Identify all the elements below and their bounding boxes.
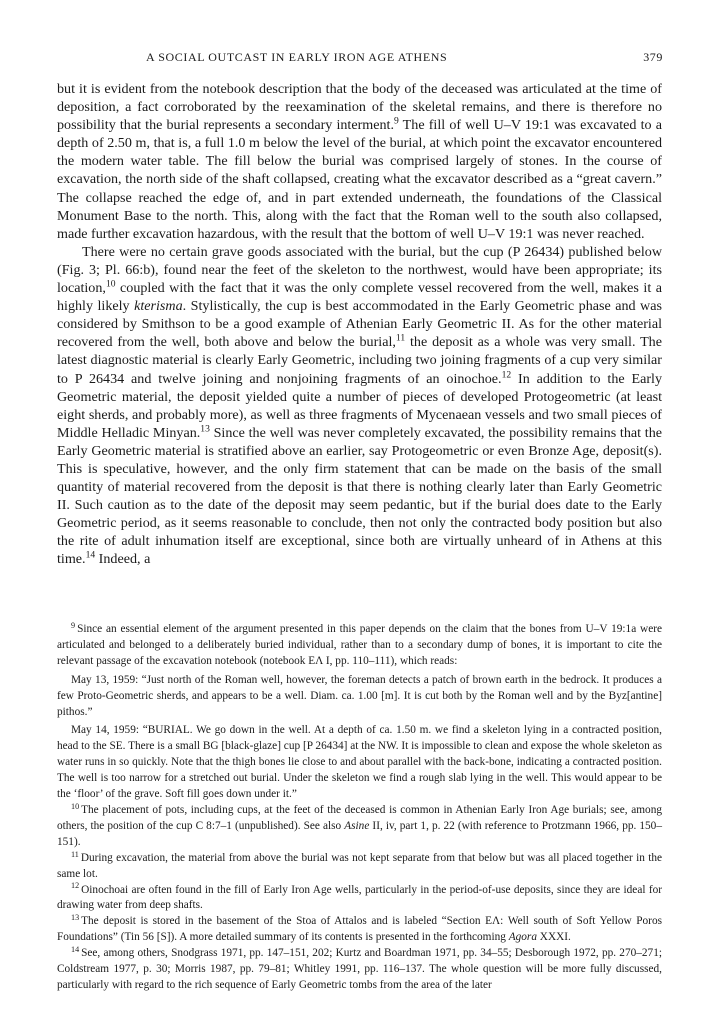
paragraph-2-text-e: In addition to the Early Geometric material, the deposit yielded quite a number of pieces of developed Protogeometric (at least eight sherds, and probably more), as well as three fragments of Mycenaean vessels and two small pieces of Middle Helladic Minyan.	[57, 370, 662, 441]
footnote-12-text: Oinochoai are often found in the fill of Early Iron Age wells, particularly in the period-of-use deposits, since they are ideal for drawing water from deep shafts.	[57, 883, 662, 912]
paragraph-2-text-a: There were no certain grave goods associated with the burial, but the cup (P 26434) published below (Fig. 3; Pl. 66:b), found near the feet of the skeleton to the northwest, would have been appropriate; its location,	[57, 243, 662, 297]
body-text	[57, 80, 662, 569]
footnote-13-text-b: XXXI.	[536, 931, 571, 944]
footnote-11	[57, 851, 662, 883]
footnote-9-text: Since an essential element of the argument presented in this paper depends on the claim that the bones from U–V 19:1a were articulated and belonged to a deliberately buried individual, rather than to a secondary dump of bones, it is important to cite the relevant passage of the excavation notebook (notebook EΛ I, pp. 110–111), which reads:	[57, 623, 662, 667]
footnote-11-text: During excavation, the material from above the burial was not kept separate from that below but was all placed together in the same lot.	[57, 851, 662, 880]
paragraph-1-text-a: but it is evident from the notebook description that the body of the deceased was articulated at the time of deposition, a fact corroborated by the reexamination of the skeletal remains, and there is therefore no possibility that the burial represents a secondary interment.	[57, 81, 662, 134]
footnote-ref-12[interactable]: 12	[501, 369, 512, 381]
footnote-13-text-a: The deposit is stored in the basement of the Stoa of Attalos and is labeled “Section EΛ: Well south of Soft Yellow Poros Foundations” (Tin 56 [S]). A more detailed summary of its contents is presented in the forthcoming	[57, 915, 662, 944]
footnote-10-italic: Asine	[344, 819, 370, 832]
footnote-13-italic: Agora	[508, 931, 537, 944]
footnote-10	[57, 803, 662, 851]
footnote-12	[57, 883, 662, 915]
footnote-ref-14[interactable]: 14	[85, 550, 96, 562]
footnote-ref-9[interactable]: 9	[394, 115, 399, 127]
running-head	[0, 50, 719, 68]
footnote-ref-11[interactable]: 11	[395, 333, 406, 345]
notebook-quote-may-14: May 14, 1959: “BURIAL. We go down in the well. At a depth of ca. 1.50 m. we find a skeleton lying in a contracted position, head to the SE. There is a small BG [black-glaze] cup [P 26434] at the NW. It is impossible to clean and expose the whole skeleton as water runs in so quickly. Note that the thigh bones lie close to and about parallel with the back-bone, indicating a contracted position. The well is too narrow for a stretched out burial. Under the skeleton we find a rough slab lying in the well. This would appear to be the ‘floor’ of the grave. Soft fill goes down under it.”	[57, 724, 662, 801]
footnote-number-9: 9	[71, 620, 76, 630]
footnote-9	[57, 622, 662, 670]
paragraph-2-text-c: . Stylistically, the cup is best accommodated in the Early Geometric phase and was considered by Smithson to be a good example of Athenian Early Geometric II. As for the other material recovered from the well, both above and below the burial,	[57, 298, 662, 351]
paragraph-2-text-f: Since the well was never completely excavated, the possibility remains that the Early Geometric material is stratified above an earlier, say Protogeometric or even Bronze Age, deposit(s). This is speculative, however, and the only firm statement that can be made on the basis of the small quantity of material recovered from the deposit is that there is nothing clearly later than Early Geometric II. Such caution as to the date of the deposit may seem pedantic, but if the burial does date to the Early Geometric period, as it seems reasonable to conclude, then not only the contracted body position but also the rite of adult inhumation itself are exceptional, since both are virtually unheard of in Athens at this time.	[57, 424, 662, 568]
footnote-10-text-b: II, iv, part 1, p. 22 (with reference to Protzmann 1966, pp. 150–151).	[57, 819, 662, 848]
footnote-ref-10[interactable]: 10	[105, 278, 116, 290]
footnote-ref-13[interactable]: 13	[200, 423, 210, 435]
footnote-number-10: 10	[71, 801, 80, 811]
page-number: 379	[643, 50, 663, 64]
footnote-10-text-a: The placement of pots, including cups, at the feet of the deceased is common in Athenian Early Iron Age burials; see, among others, the position of the cup C 8:7–1 (unpublished). See also	[57, 803, 662, 832]
footnote-14	[57, 946, 662, 994]
running-title: A SOCIAL OUTCAST IN EARLY IRON AGE ATHENS	[146, 50, 448, 64]
paragraph-2-text-g: Indeed, a	[95, 551, 151, 568]
footnote-number-12: 12	[71, 881, 80, 891]
paragraph-2-text-d: the deposit as a whole was very small. The latest diagnostic material is clearly Early Geometric, including two joining fragments of a cup very similar to P 26434 and twelve joining and nonjoining fragments of an oinochoe.	[57, 334, 662, 387]
paragraph-1-text-b: The fill of well U–V 19:1 was excavated to a depth of 2.50 m, that is, a full 1.0 m below the level of the burial, at which point the excavator encountered the modern water table. The fill below the burial was comprised largely of stones. In the course of excavation, the north side of the shaft collapsed, creating what the excavator described as a “great cavern.” The collapse reached the edge of, and in part extended underneath, the foundations of the Classical Monument Base to the north. This, along with the fact that the Roman well to the south also collapsed, made further excavation hazardous, with the result that the bottom of well U–V 19:1 was never reached.	[57, 117, 662, 242]
footnote-number-11: 11	[71, 849, 79, 859]
notebook-quote-may-13: May 13, 1959: “Just north of the Roman well, however, the foreman detects a patch of brown earth in the bedrock. It produces a few Proto-Geometric sherds, and appears to be a well. Diam. ca. 1.00 [m]. It is cut both by the Roman well and by the Byz[antine] pithos.”	[57, 673, 662, 718]
paragraph-2-text-b: coupled with the fact that it was the only complete vessel recovered from the well, makes it a highly likely	[57, 280, 662, 315]
footnotes	[57, 622, 662, 994]
footnote-14-text: See, among others, Snodgrass 1971, pp. 147–151, 202; Kurtz and Boardman 1971, pp. 34–55; Desborough 1972, pp. 270–271; Coldstream 1977, p. 30; Morris 1987, pp. 79–81; Whitley 1991, pp. 116–137. The whole question will be more fully discussed, particularly with regard to the rich sequence of Early Geometric tombs from the area of the later	[57, 947, 662, 991]
paragraph-2	[57, 243, 662, 569]
kterisma-term: kterisma	[134, 298, 183, 315]
paragraph-1	[57, 80, 662, 243]
footnote-number-13: 13	[71, 913, 80, 923]
footnote-number-14: 14	[71, 945, 80, 955]
footnote-13	[57, 914, 662, 946]
